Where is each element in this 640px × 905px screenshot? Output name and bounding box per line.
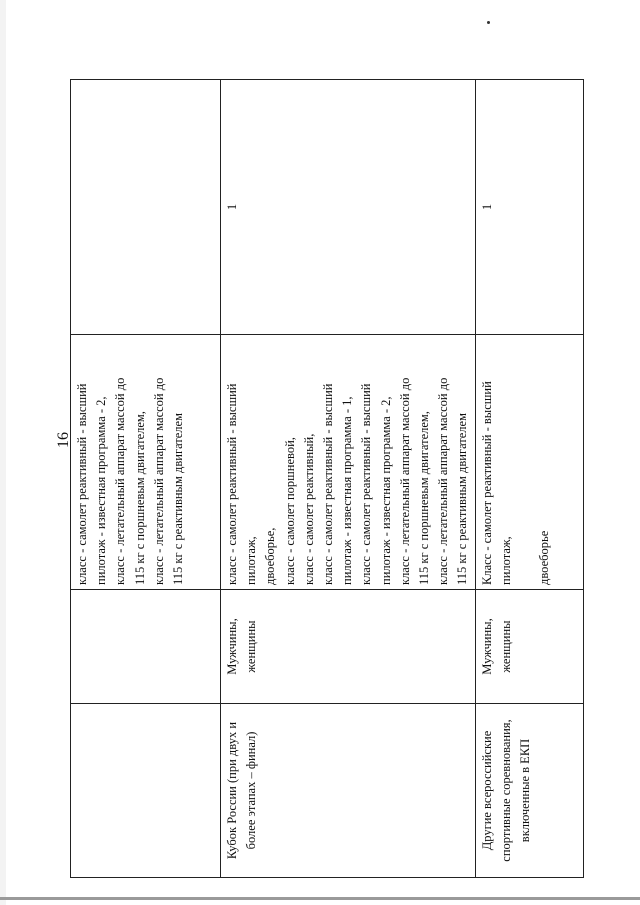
event-cell: Другие всероссийские спортивные соревнования, включенные в ЕКП bbox=[476, 704, 584, 878]
class-line: класс - самолет реактивный - высший bbox=[225, 383, 239, 585]
gender-cell bbox=[71, 590, 221, 704]
class-line: пилотаж, bbox=[244, 536, 259, 585]
gender-cell: Мужчины, женщины bbox=[221, 590, 476, 704]
class-line: класс - самолет реактивный, bbox=[301, 433, 316, 585]
class-line: пилотаж - известная программа - 2, bbox=[94, 396, 109, 585]
count-cell bbox=[71, 80, 221, 335]
class-line: класс - летательный аппарат массой до bbox=[397, 377, 412, 585]
gender-cell: Мужчины, женщины bbox=[476, 590, 584, 704]
class-line: класс - летательный аппарат массой до bbox=[436, 377, 451, 585]
count-cell: 1 bbox=[221, 80, 476, 335]
class-line: класс - самолет реактивный - высший bbox=[321, 383, 336, 585]
table-row bbox=[476, 80, 584, 878]
class-line: класс - летательный аппарат массой до bbox=[151, 377, 166, 585]
class-line: класс - самолет поршневой, bbox=[282, 437, 297, 585]
classification-table bbox=[70, 79, 584, 878]
class-line: 115 кг с реактивным двигателем bbox=[171, 412, 186, 585]
classes-cell bbox=[221, 335, 476, 590]
page-number: 16 bbox=[55, 432, 72, 448]
scan-bottom-edge bbox=[0, 897, 640, 900]
classes-cell bbox=[476, 335, 584, 590]
class-line: класс - летательный аппарат массой до bbox=[113, 377, 128, 585]
class-line: двоеборье bbox=[537, 530, 552, 585]
rotated-content bbox=[55, 80, 571, 878]
class-line: класс - самолет реактивный - высший bbox=[75, 383, 89, 585]
class-line: двоеборье, bbox=[263, 527, 278, 585]
event-cell: Кубок России (при двух и более этапах – финал) bbox=[221, 704, 476, 878]
class-line: 115 кг с реактивным двигателем bbox=[455, 412, 470, 585]
classes-cell bbox=[71, 335, 221, 590]
class-line: 115 кг с поршневым двигателем, bbox=[132, 411, 147, 585]
scan-speck bbox=[487, 21, 490, 24]
scan-edge bbox=[0, 0, 6, 905]
class-line: пилотаж - известная программа - 1, bbox=[340, 396, 355, 585]
table-row bbox=[71, 80, 221, 878]
class-line: пилотаж - известная программа - 2, bbox=[378, 396, 393, 585]
class-line: Класс - самолет реактивный - высший bbox=[480, 381, 494, 585]
spacer bbox=[516, 339, 535, 585]
count-cell: 1 bbox=[476, 80, 584, 335]
class-line: класс - самолет реактивный - высший bbox=[359, 383, 374, 585]
class-line: 115 кг с поршневым двигателем, bbox=[417, 411, 432, 585]
table-row bbox=[221, 80, 476, 878]
event-cell bbox=[71, 704, 221, 878]
class-line: пилотаж, bbox=[499, 536, 514, 585]
